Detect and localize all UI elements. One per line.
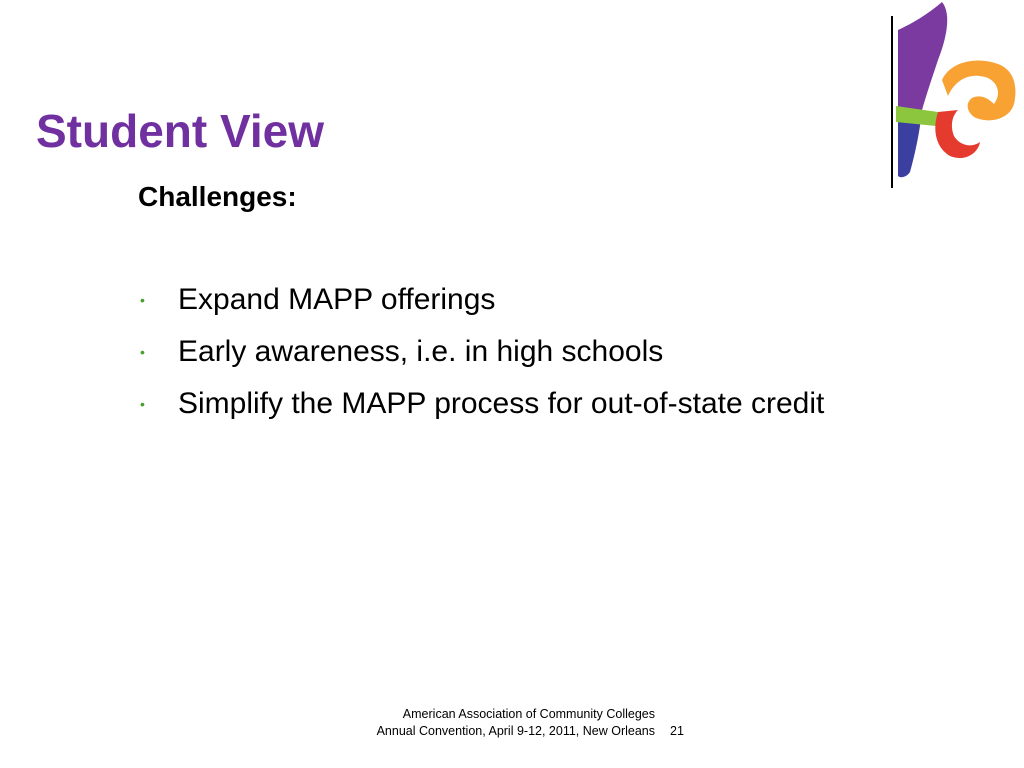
logo-red-curl: [935, 110, 980, 158]
bullet-item: [138, 386, 824, 438]
bullet-list: [138, 282, 824, 438]
slide-title: Student View: [36, 105, 324, 157]
bullet-text: Expand MAPP offerings: [178, 283, 496, 316]
logo-purple-petal: [898, 2, 947, 110]
bullet-text: Simplify the MAPP process for out-of-state credit: [178, 387, 825, 420]
page-number: 21: [670, 724, 684, 738]
footer-line-2: Annual Convention, April 9-12, 2011, New Orleans: [376, 724, 655, 738]
bullet-item: [138, 282, 824, 334]
slide-subtitle: Challenges:: [138, 181, 297, 212]
fleur-de-lis-logo-icon: [880, 0, 1024, 192]
bullet-text: Early awareness, i.e. in high schools: [178, 335, 664, 368]
bullet-icon: •: [140, 396, 145, 412]
bullet-icon: •: [140, 344, 145, 360]
bullet-icon: •: [140, 292, 145, 308]
bullet-item: [138, 334, 824, 386]
footer: [377, 706, 655, 740]
footer-line-1: American Association of Community Colleges: [402, 707, 655, 721]
